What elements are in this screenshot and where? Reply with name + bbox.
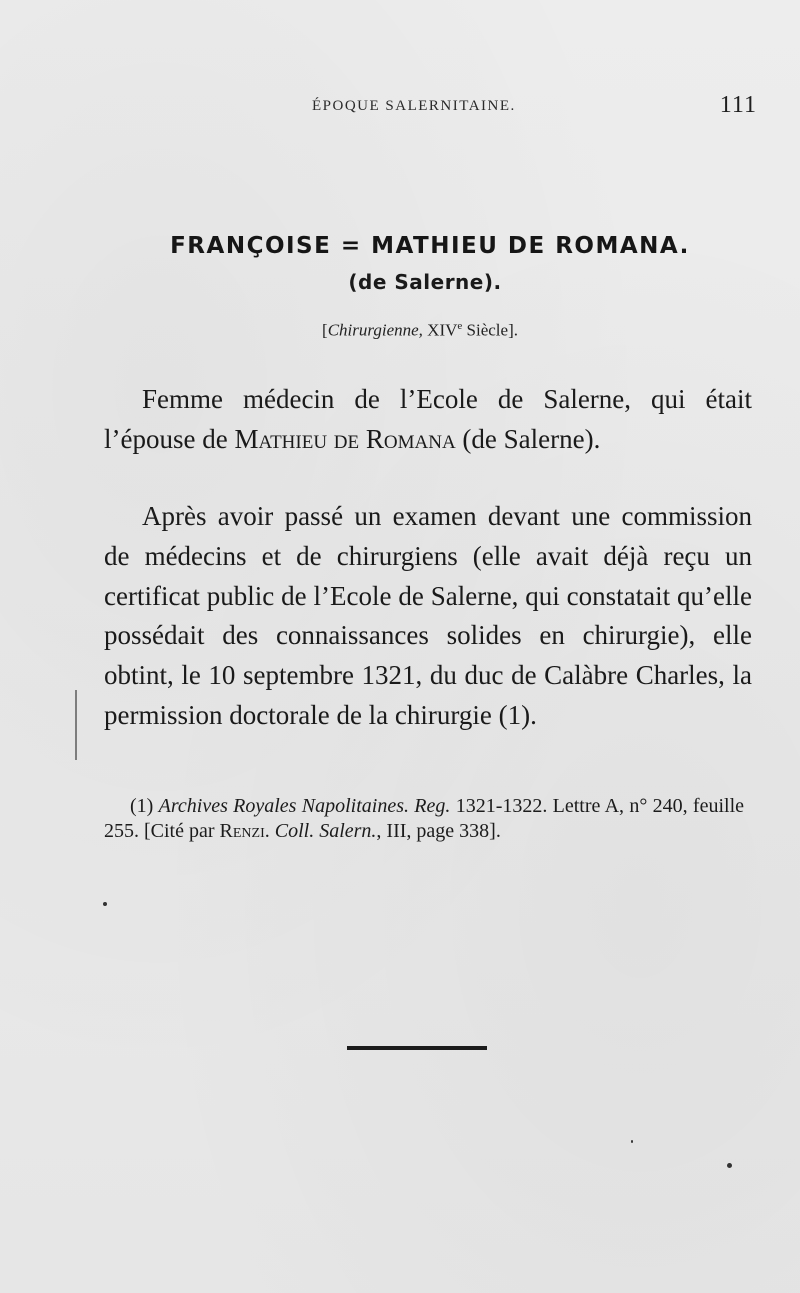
note-sup: e [457,320,463,332]
footnote-tail: , III, page 338]. [376,820,501,842]
page-number: 111 [719,92,757,118]
footnote-source: Archives Royales Napolitaines. Reg. [158,795,451,817]
footnote-ref: 1321-1322. Lettre A, n° 240, feuille 255. [Cité par [104,795,745,842]
note-open: [ [322,320,328,340]
section-note [0,320,800,341]
note-century: XIV [422,320,458,340]
margin-mark [75,690,77,760]
section-subtitle: (de Salerne). [348,270,502,294]
paragraph-1 [104,380,752,460]
section-title: FRANÇOISE = MATHIEU DE ROMANA. [170,233,690,259]
ink-speck [631,1140,633,1143]
footnote [104,794,744,844]
footnote-author: Renzi [219,820,265,842]
footnote-collection: Coll. Salern. [274,820,377,842]
end-rule [347,1046,487,1050]
note-italic: Chirurgienne, [327,320,423,340]
paragraph-1-end: (de Salerne). [455,423,601,454]
footnote-marker: (1) [130,795,159,817]
paragraph-2-text: Après avoir passé un examen devant une commission de médecins et de chirurgiens (elle avait déjà reçu un certificat public de l’Ecole de Salerne, qui constatait qu’elle possédait des connaissances solides en chirurgie), elle obtint, le 10 septembre 1321, du duc de Calàbre Charles, la permission doctorale de la chirurgie (1). [104,501,752,730]
paragraph-2 [104,497,752,736]
ink-speck [727,1163,732,1168]
paragraph-1-text: Femme médecin de l’Ecole de Salerne, qui était l’épouse de [104,384,752,454]
footnote-sep: . [264,820,275,842]
note-close: Siècle]. [462,320,518,340]
running-head-title: ÉPOQUE SALERNITAINE. [312,98,516,114]
running-head [0,92,800,120]
ink-speck [103,902,107,906]
person-name: Mathieu de Romana [234,423,456,454]
